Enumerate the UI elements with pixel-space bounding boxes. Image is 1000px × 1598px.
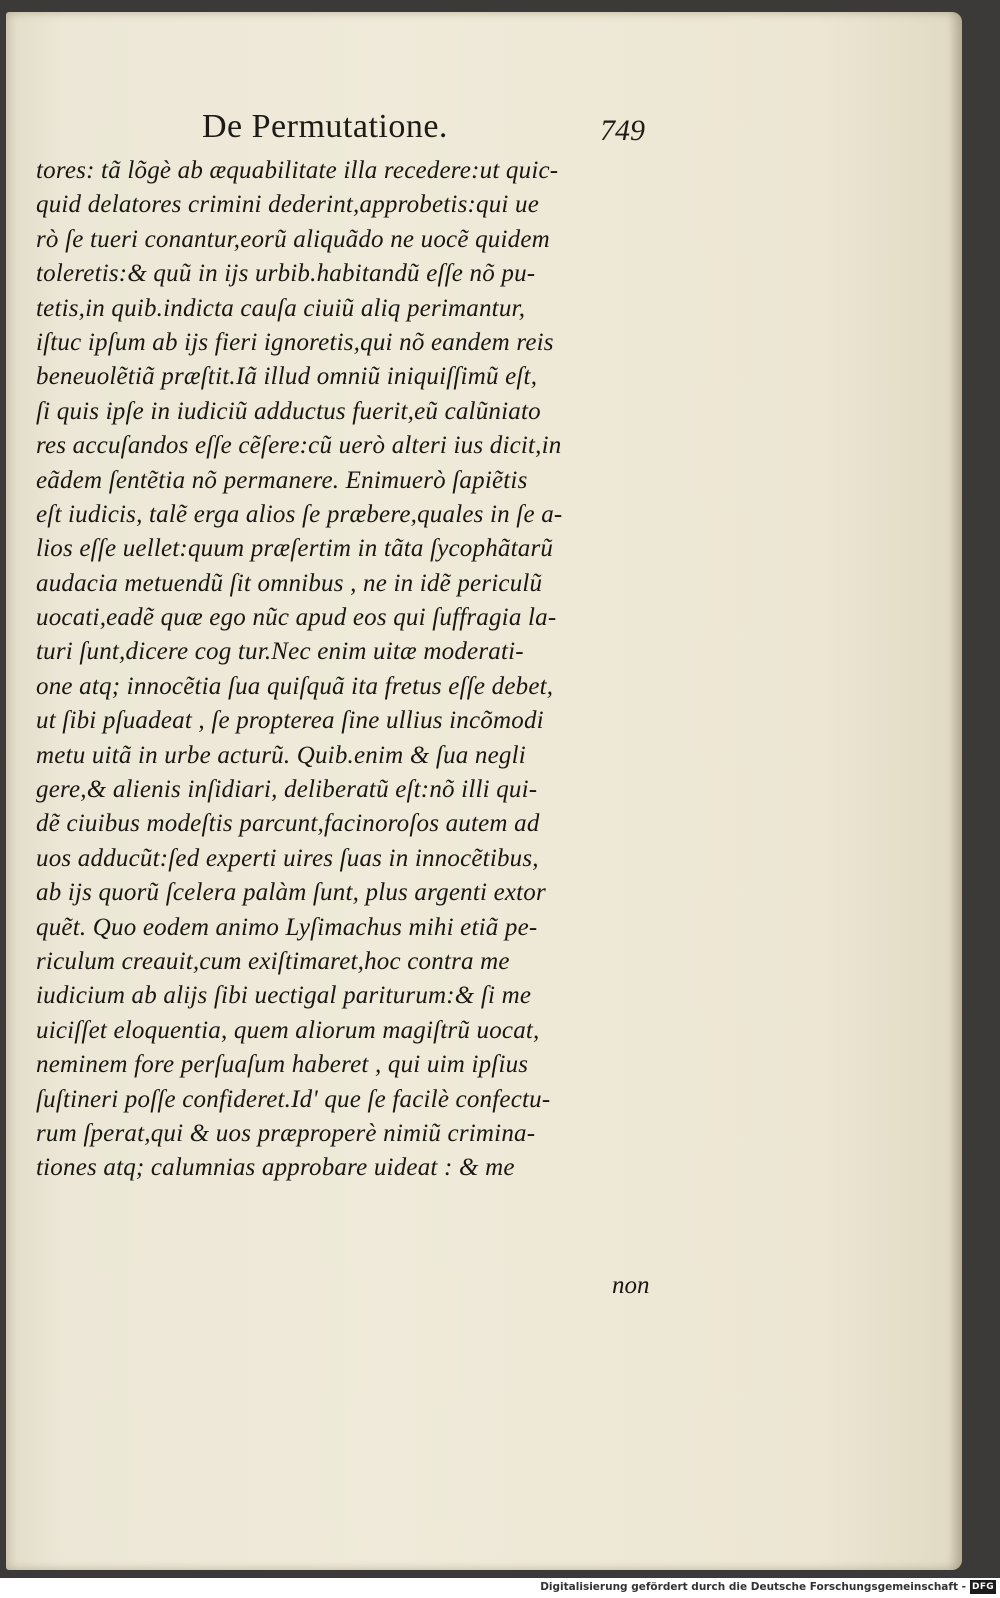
text-line: ſi quis ipſe in iudiciũ adductus fuerit,eũ calũniato (36, 397, 541, 425)
text-line: ſuſtineri poſſe confideret.Id' que ſe facilè confectu- (36, 1085, 551, 1113)
text-line: iudicium ab alijs ſibi uectigal pariturum:& ſi me (36, 982, 532, 1010)
text-line: beneuolẽtiã præſtit.Iã illud omniũ iniquiſſimũ eſt, (36, 363, 538, 391)
footer-bar (0, 1578, 1000, 1598)
text-line: metu uitã in urbe acturũ. Quib.enim & ſua negli (36, 741, 526, 769)
text-line: neminem fore perſuaſum haberet , qui uim ipſius (36, 1051, 529, 1079)
text-line: one atq; innocẽtia ſua quiſquã ita fretus eſſe debet, (36, 672, 554, 700)
dfg-logo: DFG (970, 1580, 996, 1594)
text-line: ab ijs quorũ ſcelera palàm ſunt, plus argenti extor (36, 879, 546, 907)
book-page (6, 12, 962, 1570)
text-line: res accuſandos eſſe cẽſere:cũ uerò alteri ius dicit,in (36, 432, 562, 460)
page-header (6, 108, 962, 158)
text-line: dẽ ciuibus modeſtis parcunt,facinoroſos autem ad (36, 810, 540, 838)
text-line: tetis,in quib.indicta cauſa ciuiũ aliq perimantur, (36, 294, 526, 322)
text-line: tiones atq; calumnias approbare uideat : & me (36, 1154, 515, 1182)
text-line: iſtuc ipſum ab ijs fieri ignoretis,qui nõ eandem reis (36, 328, 554, 356)
catchword: non (612, 1272, 650, 1299)
page-edge-shadow (948, 12, 962, 1570)
text-line: lios eſſe uellet:quum præſertim in tãta ſycophãtarũ (36, 535, 554, 563)
text-line: turi ſunt,dicere cog tur.Nec enim uitæ moderati- (36, 638, 524, 666)
text-line: toleretis:& quũ in ijs urbib.habitandũ eſſe nõ pu- (36, 260, 536, 288)
text-line: quẽt. Quo eodem animo Lyſimachus mihi etiã pe- (36, 913, 538, 941)
text-line: audacia metuendũ ſit omnibus , ne in idẽ periculũ (36, 569, 543, 597)
text-line: quid delatores crimini dederint,approbetis:qui ue (36, 191, 540, 219)
text-line: uocati,eadẽ quæ ego nũc apud eos qui ſuffragia la- (36, 604, 557, 632)
funding-note: Digitalisierung gefördert durch die Deutsche Forschungsgemeinschaft - (540, 1581, 966, 1593)
text-line: ut ſibi pſuadeat , ſe propterea ſine ullius incõmodi (36, 707, 544, 735)
text-line: rum ſperat,qui & uos præproperè nimiũ crimina- (36, 1119, 536, 1147)
text-line: eſt iudicis, talẽ erga alios ſe præbere,quales in ſe a- (36, 500, 563, 528)
text-line: gere,& alienis inſidiari, deliberatũ eſt:nõ illi qui- (36, 776, 538, 804)
text-line: uos adducũt:ſed experti uires ſuas in innocẽtibus, (36, 844, 539, 872)
text-line: tores: tã lõgè ab æquabilitate illa recedere:ut quic- (36, 157, 559, 184)
text-line: rò ſe tueri conantur,eorũ aliquãdo ne uocẽ quidem (36, 225, 550, 253)
running-head: De Permutatione. (202, 108, 448, 145)
text-line: riculum creauit,cum exiſtimaret,hoc contra me (36, 947, 510, 975)
page-number: 749 (600, 114, 645, 147)
text-line: uiciſſet eloquentia, quem aliorum magiſtrũ uocat, (36, 1016, 540, 1044)
text-line: eãdem ſentẽtia nõ permanere. Enimuerò ſapiẽtis (36, 466, 528, 494)
body-text (36, 154, 676, 1186)
